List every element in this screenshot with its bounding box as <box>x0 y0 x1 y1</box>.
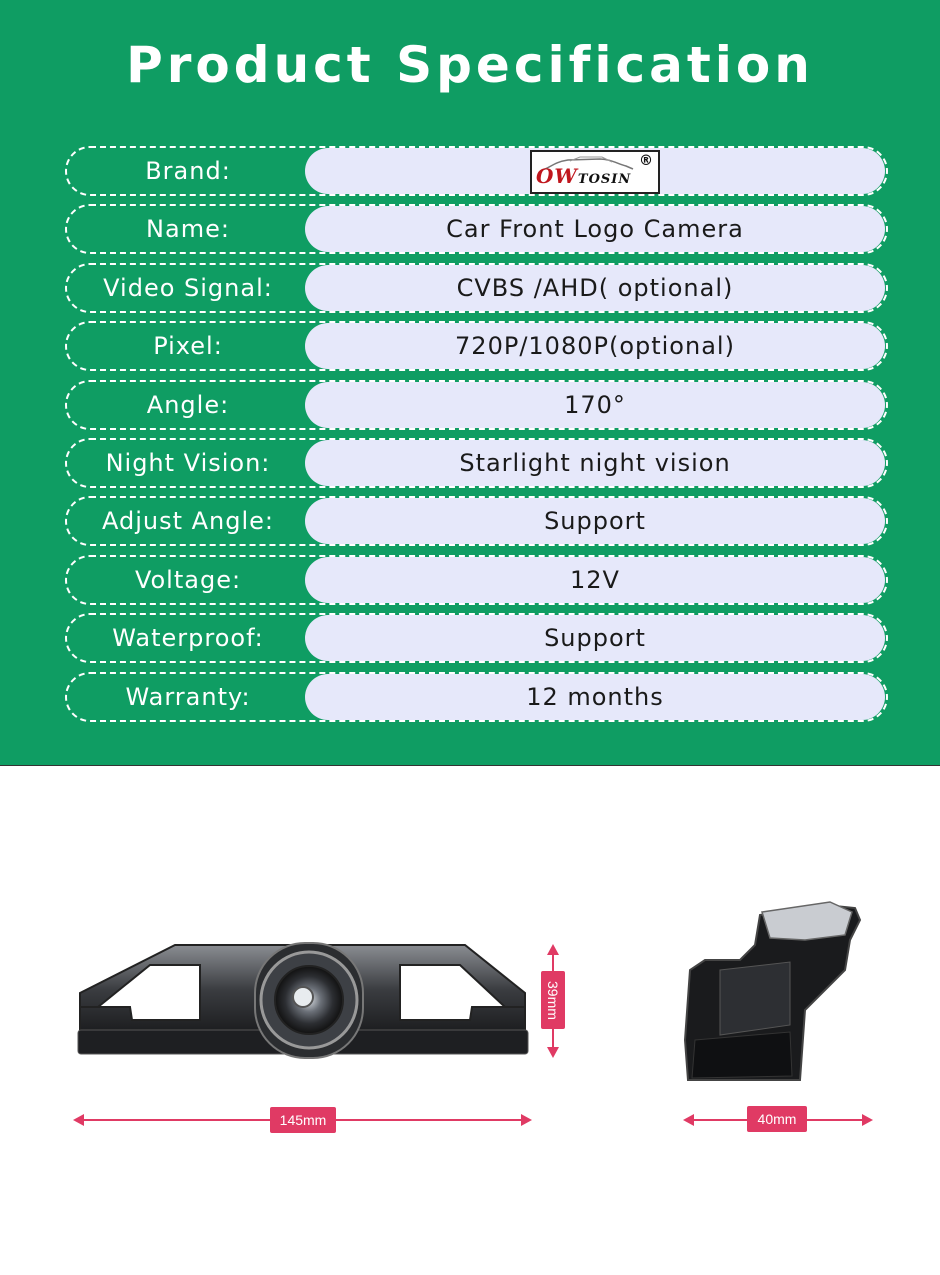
spec-row-video-signal <box>65 263 888 313</box>
spec-row-brand <box>65 146 888 196</box>
section-divider <box>0 765 940 766</box>
spec-value: CVBS /AHD( optional) <box>305 265 885 311</box>
camera-front-photo <box>70 935 540 1070</box>
spec-value: Support <box>305 615 885 661</box>
spec-value: 12V <box>305 557 885 603</box>
spec-table <box>65 146 888 730</box>
spec-label: Night Vision: <box>105 448 271 477</box>
registered-mark: ® <box>639 153 654 169</box>
brand-logo <box>530 150 660 194</box>
spec-row-pixel <box>65 321 888 371</box>
spec-value: 12 months <box>305 674 885 720</box>
spec-label: Angle: <box>146 390 230 419</box>
spec-label: Warranty: <box>125 682 251 711</box>
spec-value: 170° <box>305 382 885 428</box>
spec-row-waterproof <box>65 613 888 663</box>
brand-logo-text: OWTOSIN <box>536 164 632 188</box>
arrow-right-icon <box>521 1114 532 1126</box>
spec-label: Pixel: <box>153 332 223 361</box>
spec-label: Waterproof: <box>112 624 264 653</box>
height-dimension-label: 39mm <box>541 971 565 1029</box>
spec-value: Car Front Logo Camera <box>305 206 885 252</box>
depth-dimension-label: 40mm <box>747 1106 807 1132</box>
arrow-left-icon <box>73 1114 84 1126</box>
spec-label: Name: <box>146 215 230 244</box>
spec-row-night-vision <box>65 438 888 488</box>
spec-label: Voltage: <box>134 565 242 594</box>
spec-label: Brand: <box>145 157 231 185</box>
spec-value: 720P/1080P(optional) <box>305 323 885 369</box>
spec-label: Adjust Angle: <box>101 507 275 536</box>
page-title: Product Specification <box>126 36 814 94</box>
camera-side-photo <box>680 900 875 1085</box>
width-dimension-label: 145mm <box>270 1107 336 1133</box>
spec-value: Support <box>305 498 885 544</box>
arrow-up-icon <box>547 944 559 955</box>
arrow-down-icon <box>547 1047 559 1058</box>
spec-value <box>305 148 885 194</box>
spec-row-angle <box>65 380 888 430</box>
spec-label: Video Signal: <box>103 273 273 302</box>
spec-row-adjust-angle <box>65 496 888 546</box>
spec-row-name <box>65 204 888 254</box>
spec-value: Starlight night vision <box>305 440 885 486</box>
spec-row-warranty <box>65 672 888 722</box>
arrow-left-icon <box>683 1114 694 1126</box>
spec-row-voltage <box>65 555 888 605</box>
arrow-right-icon <box>862 1114 873 1126</box>
